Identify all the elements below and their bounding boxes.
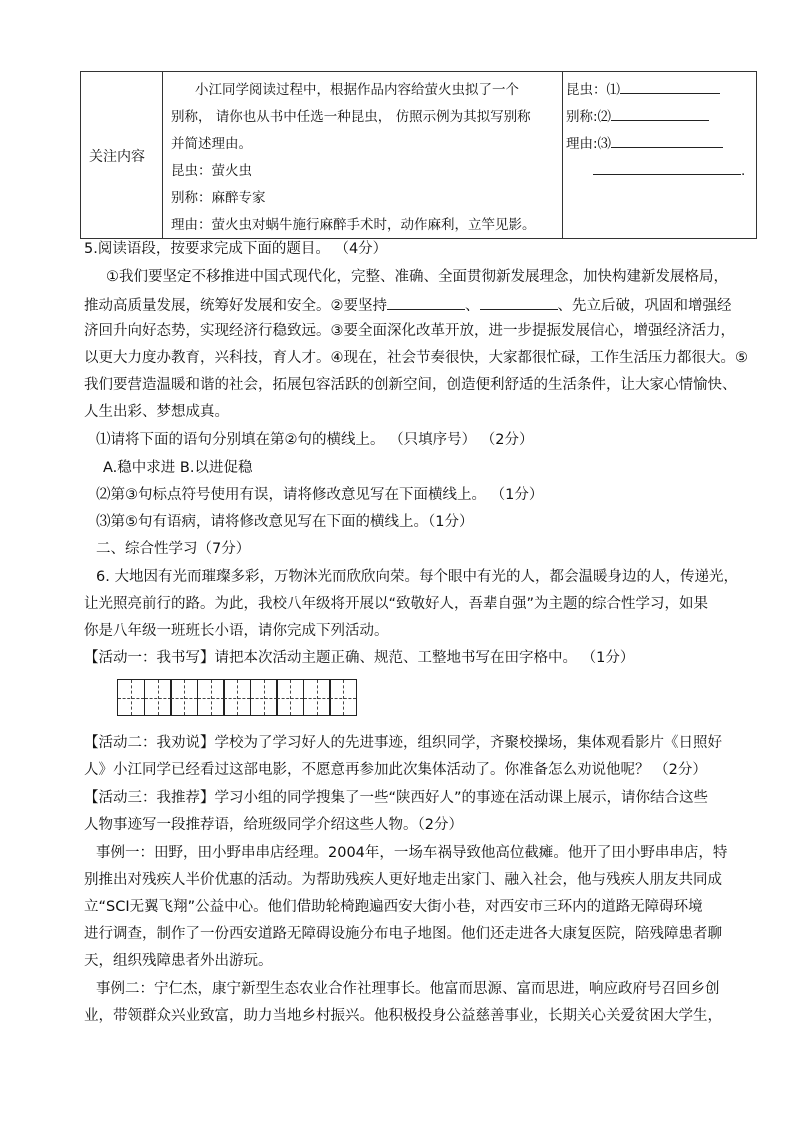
answer-reason-line bbox=[566, 132, 723, 152]
answer-blank-1[interactable] bbox=[620, 79, 720, 94]
answer-reason-label: 理由:⑶ bbox=[566, 136, 612, 152]
grid-cell[interactable] bbox=[276, 679, 304, 716]
focus-table bbox=[80, 71, 757, 239]
grid-cell[interactable] bbox=[223, 679, 251, 716]
q5-subquestion-2: ⑵第③句标点符号使用有误，请将修改意见写在下面横线上。 （1分） bbox=[96, 487, 544, 503]
q5-options: A.稳中求进 B.以进促稳 bbox=[103, 460, 253, 476]
grid-cell[interactable] bbox=[117, 679, 145, 716]
answer-reason-continued bbox=[593, 160, 745, 179]
q5-paragraph-line: 我们要营造温暖和谐的社会，拓展包容活跃的创新空间，创造便利舒适的生活条件，让大家心情愉快、 bbox=[84, 377, 737, 393]
table-example-cell bbox=[163, 72, 563, 238]
table-text-line: 别称， 请你也从书中任选一种昆虫， 仿照示例为其拟写别称 bbox=[171, 109, 531, 125]
example-2-line: 业，带领群众兴业致富，助力当地乡村振兴。他积极投身公益慈善事业，长期关心关爱贫困大学生， bbox=[84, 1008, 722, 1024]
answer-blank-2[interactable] bbox=[611, 106, 709, 121]
q5-subquestion-3: ⑶第⑤句有语病，请将修改意见写在下面的横线上。（1分） bbox=[96, 514, 474, 530]
activity-2-cont: 人》小江同学已经看过这部电影，不愿意再参加此次集体活动了。你准备怎么劝说他呢？ （2分） bbox=[84, 762, 707, 778]
answer-blank-4[interactable] bbox=[593, 160, 741, 175]
activity-3-cont: 人物事迹写一段推荐语，给班级同学介绍这些人物。（2分） bbox=[84, 817, 463, 833]
table-label: 关注内容 bbox=[89, 149, 145, 165]
q5-paragraph-line: 以更大力度办教育，兴科技，育人才。④现在，社会节奏很快，大家都很忙碌，工作生活压力都很大。⑤ bbox=[84, 350, 748, 366]
activity-2: 【活动二：我劝说】学校为了学习好人的先进事迹，组织同学，齐聚校操场，集体观看影片《日照好 bbox=[84, 735, 722, 751]
answer-alias-label: 别称:⑵ bbox=[566, 109, 612, 125]
q5-text: 、先立后破，巩固和增强经 bbox=[557, 298, 732, 314]
grid-cell[interactable] bbox=[170, 679, 198, 716]
q5-paragraph-line bbox=[84, 295, 732, 315]
q5-blank-2[interactable] bbox=[480, 295, 558, 310]
example-1-line: 天，组织残障患者外出游玩。 bbox=[84, 953, 273, 969]
answer-period: . bbox=[741, 163, 746, 179]
section-heading: 二、综合性学习（7分） bbox=[96, 541, 251, 557]
table-text-line: 小江同学阅读过程中，根据作品内容给萤火虫拟了一个 bbox=[195, 82, 519, 98]
grid-cell[interactable] bbox=[144, 679, 172, 716]
grid-cell[interactable] bbox=[250, 679, 278, 716]
example-1-line: 事例一：田野，田小野串串店经理。2004年，一场车祸导致他高位截瘫。他开了田小野串串店，特 bbox=[96, 845, 728, 861]
answer-insect-label: 昆虫：⑴ bbox=[566, 82, 620, 98]
example-1-line: 进行调查，制作了一份西安道路无障碍设施分布电子地图。他们还走进各大康复医院，陪残障患者聊 bbox=[84, 926, 722, 942]
answer-alias-line bbox=[566, 105, 709, 125]
q5-title: 5.阅读语段，按要求完成下面的题目。 （4分） bbox=[84, 241, 388, 257]
tianzige-grid[interactable] bbox=[117, 679, 356, 716]
grid-cell[interactable] bbox=[197, 679, 225, 716]
example-1-line: 立“SCI无翼飞翔”公益中心。他们借助轮椅跑遍西安大街小巷，对西安市三环内的道路无障碍环境 bbox=[84, 899, 703, 915]
table-text-line: 并简述理由。 bbox=[171, 136, 252, 152]
answer-insect-line bbox=[566, 78, 720, 98]
table-text-line: 昆虫：萤火虫 bbox=[171, 163, 252, 179]
q5-text: 推动高质量发展，统筹好发展和安全。②要坚持 bbox=[84, 298, 387, 314]
q5-blank-1[interactable] bbox=[387, 295, 465, 310]
q5-subquestion-1: ⑴请将下面的语句分别填在第②句的横线上。 （只填序号） （2分） bbox=[96, 432, 534, 448]
q5-paragraph-line: 人生出彩、梦想成真。 bbox=[84, 404, 229, 420]
q6-intro-line: 6. 大地因有光而璀璨多彩，万物沐光而欣欣向荣。每个眼中有光的人，都会温暖身边的人，传递光， bbox=[96, 569, 738, 585]
table-answer-cell bbox=[563, 72, 758, 238]
activity-3: 【活动三：我推荐】学习小组的同学搜集了一些“陕西好人”的事迹在活动课上展示，请你结合这些 bbox=[84, 790, 709, 806]
q6-intro-line: 你是八年级一班班长小语，请你完成下列活动。 bbox=[84, 623, 389, 639]
table-text-line: 理由：萤火虫对蜗牛施行麻醉手术时，动作麻利，立竿见影。 bbox=[171, 217, 536, 233]
q5-paragraph-line: ①我们要坚定不移推进中国式现代化，完整、准确、全面贯彻新发展理念，加快构建新发展格局， bbox=[106, 269, 728, 285]
example-2-line: 事例二：宁仁杰，康宁新型生态农业合作社理事长。他富而思源、富而思进，响应政府号召回乡创 bbox=[96, 981, 720, 997]
table-text-line: 别称：麻醉专家 bbox=[171, 190, 266, 206]
q5-text: 、 bbox=[465, 298, 480, 314]
grid-cell[interactable] bbox=[329, 679, 357, 716]
q5-paragraph-line: 济回升向好态势，实现经济行稳致远。③要全面深化改革开放，进一步提振发展信心，增强经济活力， bbox=[84, 323, 735, 339]
activity-1: 【活动一：我书写】请把本次活动主题正确、规范、工整地书写在田字格中。 （1分） bbox=[84, 650, 635, 666]
example-1-line: 别推出对残疾人半价优惠的活动。为帮助残疾人更好地走出家门、融入社会，他与残疾人朋友共同成 bbox=[84, 872, 722, 888]
answer-blank-3[interactable] bbox=[611, 133, 723, 148]
q6-intro-line: 让光照亮前行的路。为此，我校八年级将开展以“致敬好人，吾辈自强”为主题的综合性学习，如果 bbox=[84, 596, 709, 612]
table-label-cell bbox=[81, 72, 163, 238]
grid-cell[interactable] bbox=[303, 679, 331, 716]
